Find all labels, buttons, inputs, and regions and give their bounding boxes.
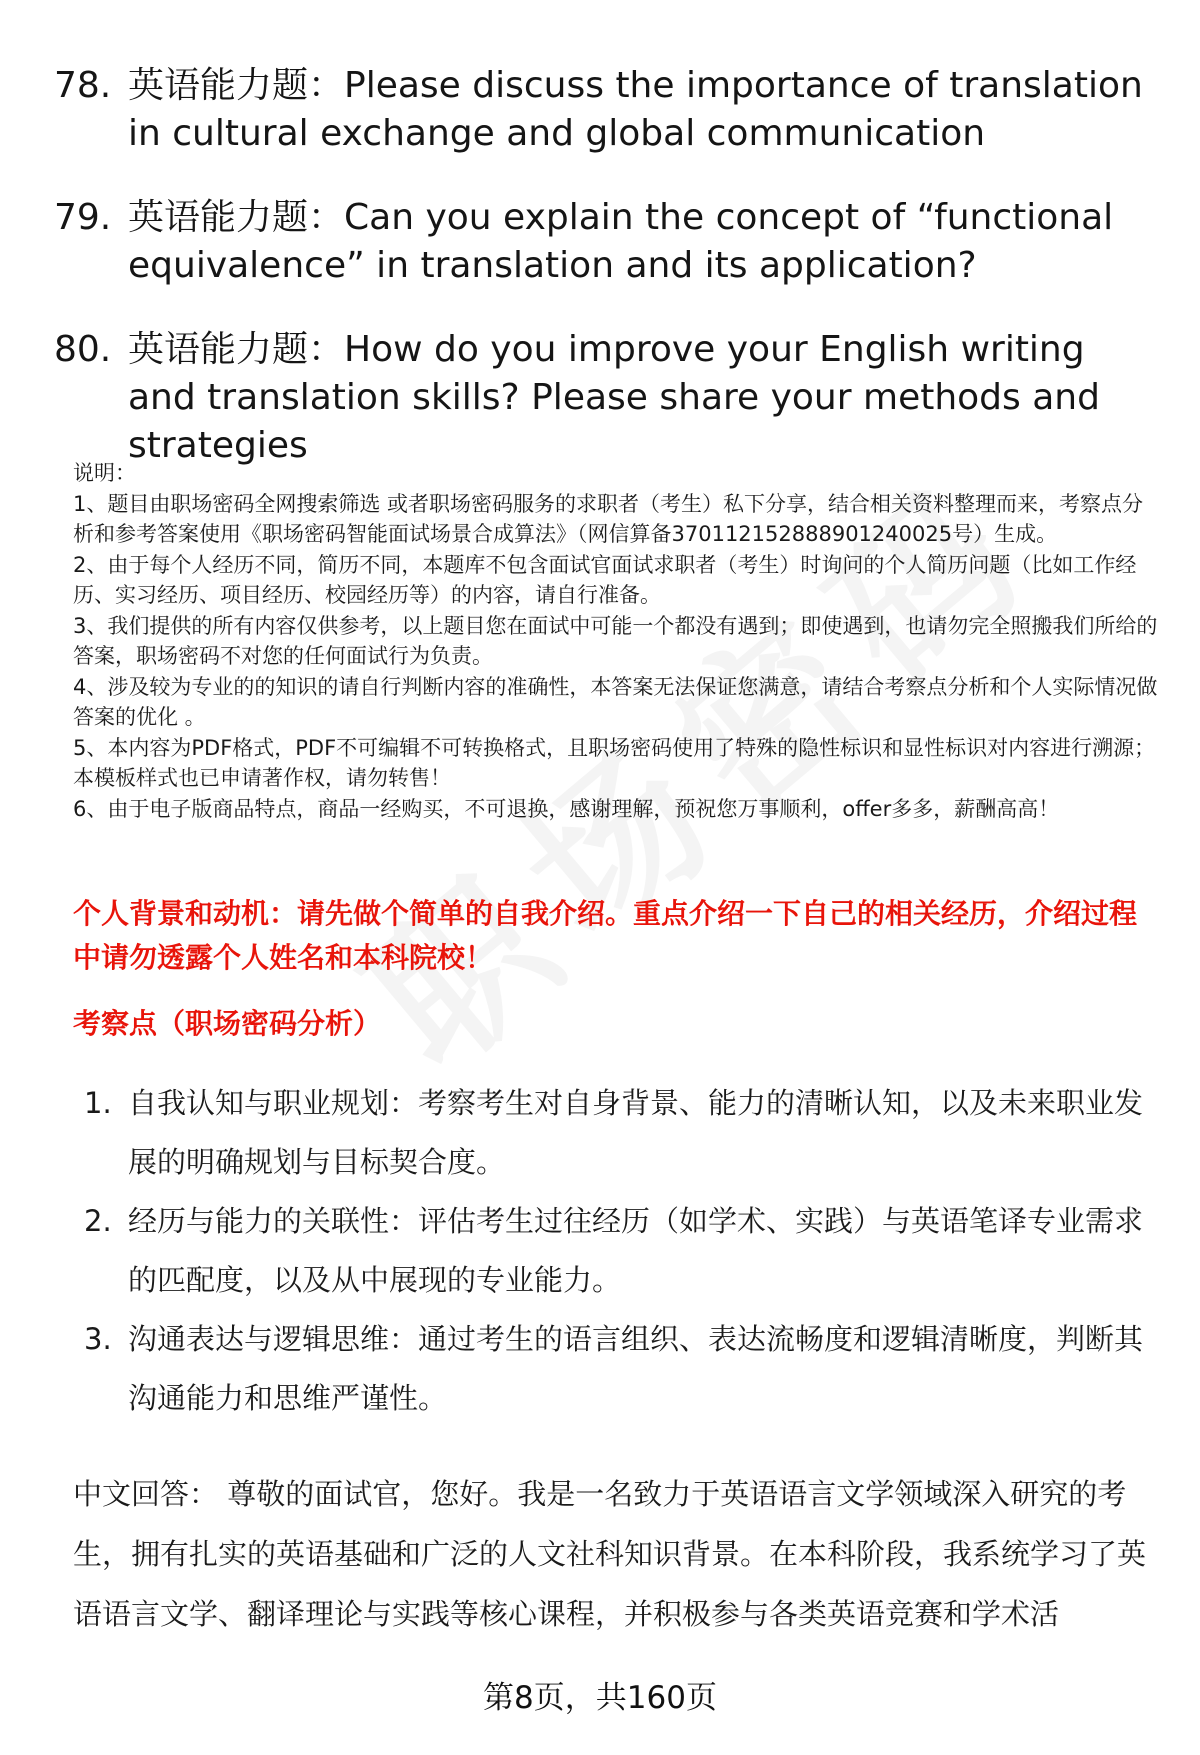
list-item-number: 1. xyxy=(84,1086,112,1120)
question-text: 英语能力题：Please discuss the importance of translation in cultural exchange and global communication xyxy=(128,65,1143,154)
analysis-list xyxy=(80,1074,1170,1428)
list-item-text: 沟通表达与逻辑思维：通过考生的语言组织、表达流畅度和逻辑清晰度，判断其沟通能力和思维严谨性。 xyxy=(128,1322,1144,1415)
notes-title: 说明： xyxy=(73,461,136,485)
note-item: 6、由于电子版商品特点，商品一经购买，不可退换，感谢理解，预祝您万事顺利，offer多多，薪酬高高！ xyxy=(73,796,1060,821)
question-79 xyxy=(50,194,1160,290)
answer-paragraph: 中文回答： 尊敬的面试官，您好。我是一名致力于英语语言文学领域深入研究的考生，拥有扎实的英语基础和广泛的人文社科知识背景。在本科阶段，我系统学习了英语语言文学、翻译理论与实践等核心课程，并积极参与各类英语竞赛和学术活 xyxy=(73,1477,1147,1631)
note-item: 4、涉及较为专业的的知识的请自行判断内容的准确性，本答案无法保证您满意，请结合考察点分析和个人实际情况做答案的优化 。 xyxy=(73,674,1158,729)
list-item xyxy=(80,1310,1170,1428)
question-number: 79. xyxy=(54,197,112,238)
question-number: 80. xyxy=(54,329,112,370)
notes-block xyxy=(73,458,1163,824)
note-item: 1、题目由职场密码全网搜索筛选 或者职场密码服务的求职者（考生）私下分享，结合相关资料整理而来，考察点分析和参考答案使用《职场密码智能面试场景合成算法》（网信算备370112152888901240025号）生成。 xyxy=(73,491,1144,546)
note-item: 3、我们提供的所有内容仅供参考，以上题目您在面试中可能一个都没有遇到；即使遇到，也请勿完全照搬我们所给的答案，职场密码不对您的任何面试行为负责。 xyxy=(73,613,1158,668)
question-number: 78. xyxy=(54,65,112,106)
question-78 xyxy=(50,62,1160,158)
list-item xyxy=(80,1074,1170,1192)
note-item: 5、本内容为PDF格式，PDF不可编辑不可转换格式，且职场密码使用了特殊的隐性标识和显性标识对内容进行溯源；本模板样式也已申请著作权，请勿转售！ xyxy=(73,735,1156,790)
question-text: 英语能力题：Can you explain the concept of “functional equivalence” in translation and its application? xyxy=(128,197,1114,286)
note-item: 2、由于每个人经历不同，简历不同，本题库不包含面试官面试求职者（考生）时询问的个人简历问题（比如工作经历、实习经历、项目经历、校园经历等）的内容，请自行准备。 xyxy=(73,552,1137,607)
section-question-heading: 个人背景和动机：请先做个简单的自我介绍。重点介绍一下自己的相关经历，介绍过程中请勿透露个人姓名和本科院校！ xyxy=(73,897,1138,974)
page-number: 第8页，共160页 xyxy=(483,1680,717,1716)
question-text: 英语能力题：How do you improve your English writing and translation skills? Please share your methods and strategies xyxy=(128,329,1100,466)
list-item-number: 3. xyxy=(84,1322,112,1356)
list-item-text: 自我认知与职业规划：考察考生对自身背景、能力的清晰认知，以及未来职业发展的明确规划与目标契合度。 xyxy=(128,1086,1144,1179)
list-item-text: 经历与能力的关联性：评估考生过往经历（如学术、实践）与英语笔译专业需求的匹配度，以及从中展现的专业能力。 xyxy=(128,1204,1144,1297)
list-item-number: 2. xyxy=(84,1204,112,1238)
list-item xyxy=(80,1192,1170,1310)
analysis-heading: 考察点（职场密码分析） xyxy=(73,1007,382,1040)
question-80 xyxy=(50,326,1160,470)
